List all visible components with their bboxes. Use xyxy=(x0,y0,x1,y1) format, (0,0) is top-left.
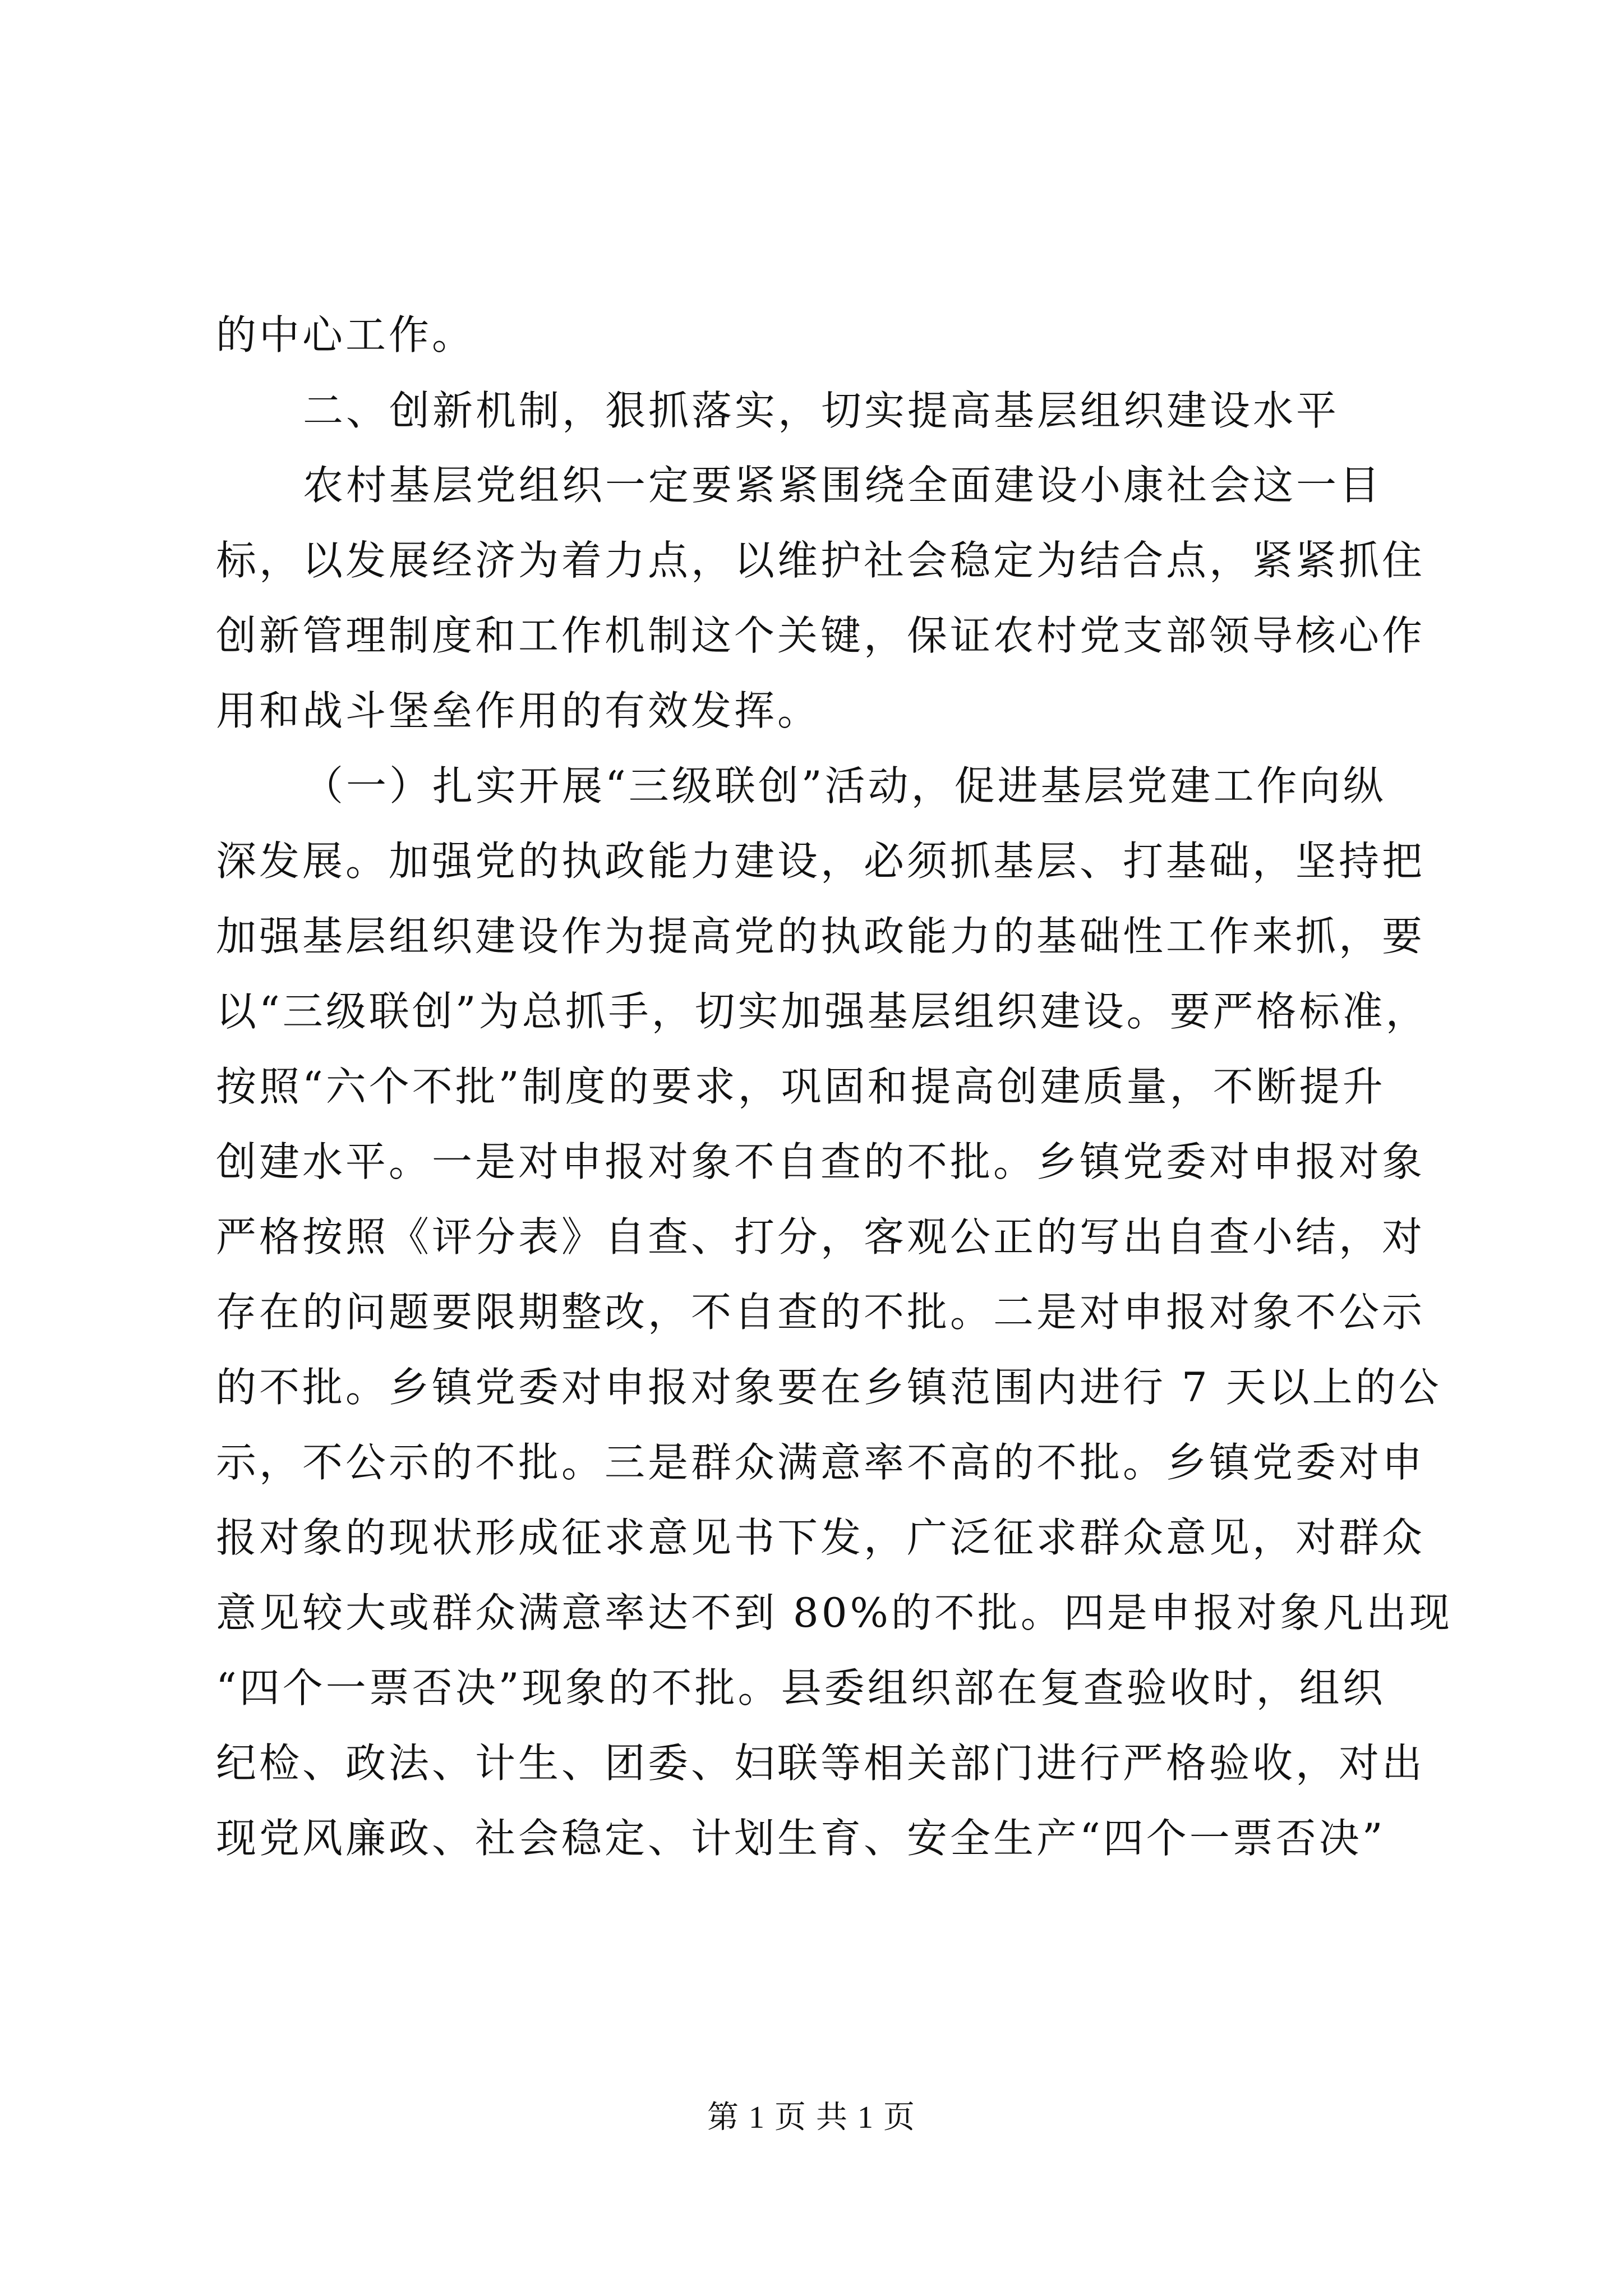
body-line: 存在的问题要限期整改，不自查的不批。二是对申报对象不公示 xyxy=(216,1289,1426,1336)
body-line: 的不批。乡镇党委对申报对象要在乡镇范围内进行 7 天以上的公 xyxy=(216,1364,1442,1411)
body-line: 深发展。加强党的执政能力建设，必须抓基层、打基础，坚持把 xyxy=(216,838,1426,885)
body-line: 严格按照《评分表》自查、打分，客观公正的写出自查小结，对 xyxy=(216,1213,1426,1260)
subsection-heading: （一）扎实开展“三级联创”活动，促进基层党建工作向纵 xyxy=(303,762,1386,809)
body-line: “四个一票否决”现象的不批。县委组织部在复查验收时，组织 xyxy=(216,1664,1386,1711)
body-line: 示，不公示的不批。三是群众满意率不高的不批。乡镇党委对申 xyxy=(216,1439,1426,1486)
section-heading: 二、创新机制，狠抓落实，切实提高基层组织建设水平 xyxy=(303,387,1340,434)
body-line: 报对象的现状形成征求意见书下发，广泛征求群众意见，对群众 xyxy=(216,1514,1426,1561)
body-line: 按照“六个不批”制度的要求，巩固和提高创建质量，不断提升 xyxy=(216,1063,1386,1110)
body-line: 标，以发展经济为着力点，以维护社会稳定为结合点，紧紧抓住 xyxy=(216,537,1426,584)
body-line: 意见较大或群众满意率达不到 80%的不批。四是申报对象凡出现 xyxy=(216,1589,1453,1636)
body-line: 农村基层党组织一定要紧紧围绕全面建设小康社会这一目 xyxy=(303,462,1383,509)
body-line: 创新管理制度和工作机制这个关键，保证农村党支部领导核心作 xyxy=(216,612,1426,659)
body-line: 纪检、政法、计生、团委、妇联等相关部门进行严格验收，对出 xyxy=(216,1740,1426,1787)
body-line: 以“三级联创”为总抓手，切实加强基层组织建设。要严格标准， xyxy=(216,988,1429,1035)
body-line: 加强基层组织建设作为提高党的执政能力的基础性工作来抓，要 xyxy=(216,913,1426,960)
body-line: 现党风廉政、社会稳定、计划生育、安全生产“四个一票否决” xyxy=(216,1815,1386,1862)
page-footer: 第 1 页 共 1 页 xyxy=(707,2100,916,2135)
body-line: 用和战斗堡垒作用的有效发挥。 xyxy=(216,687,821,734)
body-line: 的中心工作。 xyxy=(216,311,476,358)
body-line: 创建水平。一是对申报对象不自查的不批。乡镇党委对申报对象 xyxy=(216,1138,1426,1185)
